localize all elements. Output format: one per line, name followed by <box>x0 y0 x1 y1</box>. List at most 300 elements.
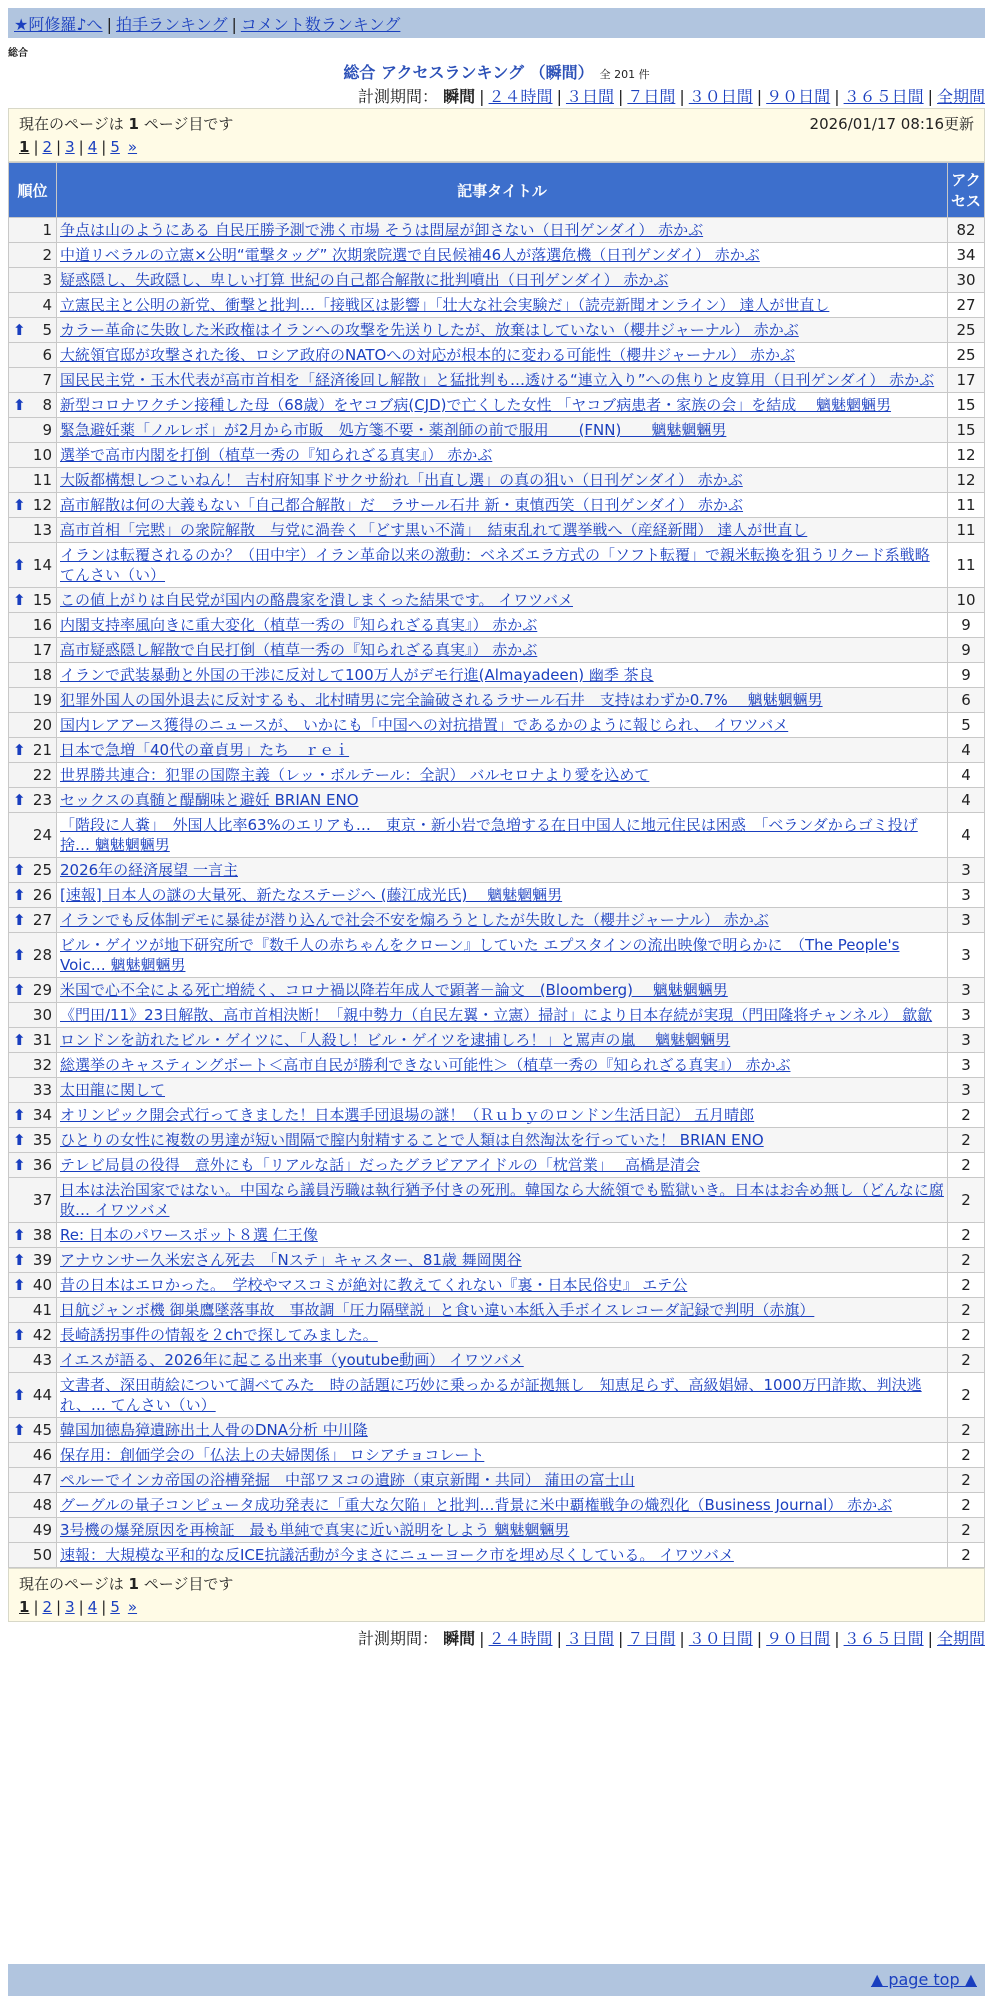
header-title: 記事タイトル <box>57 163 948 218</box>
access-count: 12 <box>948 443 985 468</box>
period-365d[interactable]: ３６５日間 <box>843 87 924 106</box>
rank-number: 4 <box>42 296 52 314</box>
rank-number: 9 <box>42 421 52 439</box>
page-next[interactable]: » <box>127 1598 138 1616</box>
title-cell <box>57 788 948 813</box>
rank-number: 35 <box>32 1131 52 1149</box>
article-link[interactable]: 立憲民主と公明の新党、衝撃と批判…「接戦区は影響」「壮大な社会実験だ」（読売新聞オンライン） 達人が世直し <box>60 296 830 314</box>
rank-number: 22 <box>32 766 52 784</box>
article-link[interactable]: 選挙で高市内閣を打倒（植草一秀の『知られざる真実』） 赤かぶ <box>60 446 493 464</box>
rank-number: 43 <box>32 1351 52 1369</box>
article-link[interactable]: Re: 日本のパワースポット８選 仁王像 <box>60 1226 318 1244</box>
article-link[interactable]: ひとりの女性に複数の男達が短い間隔で膣内射精することで人類は自然淘汰を行っていた！ BRIAN ENO <box>60 1131 764 1149</box>
article-link[interactable]: ビル・ゲイツが地下研究所で『数千人の赤ちゃんをクローン』していた エプスタインの流出映像で明らかに （The People's Voic… 魑魅魍魎男 <box>60 936 900 974</box>
article-link[interactable]: 昔の日本はエロかった。 学校やマスコミが絶対に教えてくれない『裏・日本民俗史』 エテ公 <box>60 1276 688 1294</box>
period-label: 計測期間： <box>358 87 439 106</box>
page-link-2[interactable]: 2 <box>42 1598 53 1616</box>
article-link[interactable]: 疑惑隠し、失政隠し、卑しい打算 世紀の自己都合解散に批判噴出（日刊ゲンダイ） 赤かぶ <box>60 271 669 289</box>
rank-cell <box>9 1298 57 1323</box>
table-row <box>9 1418 985 1443</box>
article-link[interactable]: 高市首相「完黙」の衆院解散 与党に渦巻く「どす黒い不満」 結束乱れて選挙戦へ（産経新聞） 達人が世直し <box>60 521 808 539</box>
title-cell <box>57 763 948 788</box>
article-link[interactable]: 太田龍に関して <box>60 1081 166 1099</box>
rank-up-icon: ⬆ <box>13 496 26 514</box>
table-row <box>9 1298 985 1323</box>
access-count: 34 <box>948 243 985 268</box>
title-cell <box>57 1178 948 1223</box>
period-3d[interactable]: ３日間 <box>565 87 614 106</box>
period-90d[interactable]: ９０日間 <box>766 87 831 106</box>
article-link[interactable]: イエスが語る、2026年に起こる出来事（youtube動画） イワツバメ <box>60 1351 524 1369</box>
article-link[interactable]: 中道リベラルの立憲×公明“電撃タッグ” 次期衆院選で自民候補46人が落選危機（日刊ゲンダイ） 赤かぶ <box>60 246 760 264</box>
article-link[interactable]: 緊急避妊薬「ノルレボ」が2月から市販 処方箋不要・薬剤師の前で服用 (FNN) 魑魅魍魎男 <box>60 421 727 439</box>
access-count: 12 <box>948 468 985 493</box>
article-link[interactable]: 新型コロナワクチン接種した母（68歳）をヤコブ病(CJD)で亡くした女性 「ヤコブ病患者・家族の会」を結成 魑魅魍魎男 <box>60 396 892 414</box>
article-link[interactable]: 保存用：創価学会の「仏法上の夫婦関係」 ロシアチョコレート <box>60 1446 485 1464</box>
rank-number: 3 <box>42 271 52 289</box>
access-count: 4 <box>948 738 985 763</box>
title-cell <box>57 218 948 243</box>
title-cell <box>57 688 948 713</box>
article-link[interactable]: 国民民主党・玉木代表が高市首相を「経済後回し解散」と猛批判も…透ける“連立入り”への焦りと皮算用（日刊ゲンダイ） 赤かぶ <box>60 371 935 389</box>
comment-ranking-link[interactable]: コメント数ランキング <box>240 15 401 34</box>
rank-number: 15 <box>32 591 52 609</box>
title-cell <box>57 1418 948 1443</box>
article-link[interactable]: この値上がりは自民党が国内の酪農家を潰しまくった結果です。 イワツバメ <box>60 591 573 609</box>
article-link[interactable]: ロンドンを訪れたビル・ゲイツに、「人殺し！ビル・ゲイツを逮捕しろ！」と罵声の嵐 魑魅魍魎男 <box>60 1031 731 1049</box>
period-30d[interactable]: ３０日間 <box>688 87 753 106</box>
access-count: 2 <box>948 1323 985 1348</box>
rank-cell <box>9 1028 57 1053</box>
article-link[interactable]: 《門田/11》23日解散、高市首相決断！「親中勢力（自民左翼・立憲）掃討」により日本存続が実現（門田隆将チャンネル） 歙歙 <box>60 1006 933 1024</box>
rank-up-icon: ⬆ <box>13 1421 26 1439</box>
title-cell <box>57 1493 948 1518</box>
rank-number: 19 <box>32 691 52 709</box>
title-cell <box>57 268 948 293</box>
page-top-link[interactable]: ▲ page top ▲ <box>870 1970 977 1989</box>
article-link[interactable]: テレビ局員の役得 意外にも「リアルな話」だったグラビアアイドルの「枕営業」 高橋是清会 <box>60 1156 701 1174</box>
article-link[interactable]: 3号機の爆発原因を再検証 最も単純で真実に近い説明をしよう 魑魅魍魎男 <box>60 1521 570 1539</box>
title-cell <box>57 713 948 738</box>
article-link[interactable]: 国内レアアース獲得のニュースが、 いかにも「中国への対抗措置」であるかのように報じられ、 イワツバメ <box>60 716 789 734</box>
rank-number: 20 <box>32 716 52 734</box>
rank-up-icon: ⬆ <box>13 741 26 759</box>
rank-cell <box>9 1348 57 1373</box>
rank-cell <box>9 588 57 613</box>
rank-cell <box>9 1223 57 1248</box>
pagination: 1 | 2 | 3 | 4 | 5 » <box>19 138 138 156</box>
rank-cell <box>9 1248 57 1273</box>
period-90d[interactable]: ９０日間 <box>766 1629 831 1648</box>
rank-cell <box>9 738 57 763</box>
page-link-5[interactable]: 5 <box>110 1598 120 1616</box>
access-count: 3 <box>948 883 985 908</box>
article-link[interactable]: 総選挙のキャスティングボート＜高市自民が勝利できない可能性＞（植草一秀の『知られざる真実』） 赤かぶ <box>60 1056 791 1074</box>
table-row <box>9 1153 985 1178</box>
article-link[interactable]: アナウンサー久米宏さん死去 「Nステ」キャスター、81歳 舞岡関谷 <box>60 1251 522 1269</box>
access-count: 2 <box>948 1418 985 1443</box>
table-row <box>9 1493 985 1518</box>
access-count: 9 <box>948 613 985 638</box>
rank-up-icon: ⬆ <box>13 981 26 999</box>
access-count: 2 <box>948 1178 985 1223</box>
title-cell <box>57 1053 948 1078</box>
article-link[interactable]: 韓国加徳島獐遺跡出土人骨のDNA分析 中川隆 <box>60 1421 368 1439</box>
table-row <box>9 518 985 543</box>
rank-number: 49 <box>32 1521 52 1539</box>
table-row <box>9 1273 985 1298</box>
page-title <box>0 60 993 83</box>
rank-number: 30 <box>32 1006 52 1024</box>
header-rank: 順位 <box>9 163 57 218</box>
rank-cell <box>9 493 57 518</box>
table-row <box>9 243 985 268</box>
rank-cell <box>9 1543 57 1568</box>
table-row <box>9 883 985 908</box>
article-link[interactable]: [速報] 日本人の謎の大量死、新たなステージへ (藤江成光氏) 魑魅魍魎男 <box>60 886 563 904</box>
title-cell <box>57 1298 948 1323</box>
page-link-2[interactable]: 2 <box>42 138 53 156</box>
table-row <box>9 613 985 638</box>
rank-up-icon: ⬆ <box>13 1251 26 1269</box>
article-link[interactable]: セックスの真髄と醍醐味と避妊 BRIAN ENO <box>60 791 359 809</box>
access-count: 30 <box>948 268 985 293</box>
period-365d[interactable]: ３６５日間 <box>843 1629 924 1648</box>
rank-cell <box>9 713 57 738</box>
updated-timestamp: 2026/01/17 08:16更新 <box>809 115 974 133</box>
article-link[interactable]: 高市解散は何の大義もない「自己都合解散」だ ラサール石井 新・東慎西笑（日刊ゲンダイ） 赤かぶ <box>60 496 744 514</box>
rank-cell <box>9 218 57 243</box>
rank-number: 25 <box>32 861 52 879</box>
title-cell <box>57 1518 948 1543</box>
rank-number: 6 <box>42 346 52 364</box>
access-count: 3 <box>948 1078 985 1103</box>
title-cell <box>57 613 948 638</box>
period-all[interactable]: 全期間 <box>936 87 985 106</box>
rank-cell <box>9 1273 57 1298</box>
title-cell <box>57 1003 948 1028</box>
article-link[interactable]: 日本で急増「40代の童貞男」たち ｒｅｉ <box>60 741 350 759</box>
article-link[interactable]: 日本は法治国家ではない。中国なら議員汚職は執行猶予付きの死刑。韓国なら大統領でも監獄いき。日本はお솜め無し（どんなに腐敗… イワツバメ <box>60 1181 944 1219</box>
rank-up-icon: ⬆ <box>13 591 26 609</box>
rank-cell <box>9 1153 57 1178</box>
rank-up-icon: ⬆ <box>13 911 26 929</box>
rank-cell <box>9 638 57 663</box>
page-link-4[interactable]: 4 <box>87 1598 98 1616</box>
rank-cell <box>9 518 57 543</box>
access-count: 25 <box>948 318 985 343</box>
rank-cell <box>9 368 57 393</box>
access-count: 4 <box>948 763 985 788</box>
table-row <box>9 713 985 738</box>
rank-up-icon: ⬆ <box>13 1106 26 1124</box>
period-current: 瞬間 <box>443 87 476 106</box>
article-link[interactable]: グーグルの量子コンピュータ成功発表に「重大な欠陥」と批判…背景に米中覇権戦争の熾烈化（Business Journal） 赤かぶ <box>60 1496 893 1514</box>
rank-number: 16 <box>32 616 52 634</box>
page-link-5[interactable]: 5 <box>110 138 120 156</box>
access-count: 3 <box>948 1053 985 1078</box>
title-cell <box>57 243 948 268</box>
rank-number: 36 <box>32 1156 52 1174</box>
article-link[interactable]: 速報：大規模な平和的な反ICE抗議活動が今まさにニューヨーク市を埋め尽くしている。 イワツバメ <box>60 1546 734 1564</box>
rank-cell <box>9 543 57 588</box>
title-cell <box>57 588 948 613</box>
table-row <box>9 933 985 978</box>
home-link[interactable]: ★阿修羅♪へ <box>14 15 103 34</box>
title-cell <box>57 813 948 858</box>
article-link[interactable]: 大阪都構想しつこいねん！ 吉村府知事ドサクサ紛れ「出直し選」の真の狙い（日刊ゲンダイ） 赤かぶ <box>60 471 743 489</box>
period-30d[interactable]: ３０日間 <box>688 1629 753 1648</box>
rank-number: 13 <box>32 521 52 539</box>
title-cell <box>57 518 948 543</box>
rank-up-icon: ⬆ <box>13 556 26 574</box>
title-cell <box>57 1348 948 1373</box>
period-label: 計測期間： <box>358 1629 439 1648</box>
table-row <box>9 418 985 443</box>
rank-number: 48 <box>32 1496 52 1514</box>
access-count: 11 <box>948 518 985 543</box>
rank-up-icon: ⬆ <box>13 1276 26 1294</box>
access-count: 4 <box>948 813 985 858</box>
rank-number: 42 <box>32 1326 52 1344</box>
access-count: 2 <box>948 1443 985 1468</box>
access-count: 2 <box>948 1153 985 1178</box>
period-current: 瞬間 <box>443 1629 476 1648</box>
table-row <box>9 318 985 343</box>
rank-cell <box>9 1418 57 1443</box>
rank-up-icon: ⬆ <box>13 1326 26 1344</box>
article-link[interactable]: 2026年の経済展望 一言主 <box>60 861 238 879</box>
article-link[interactable]: 争点は山のようにある 自民圧勝予測で沸く市場 そうは問屋が卸さない（日刊ゲンダイ） 赤かぶ <box>60 221 704 239</box>
rank-number: 27 <box>32 911 52 929</box>
period-all[interactable]: 全期間 <box>936 1629 985 1648</box>
table-row <box>9 1323 985 1348</box>
article-link[interactable]: イランで武装暴動と外国の干渉に反対して100万人がデモ行進(Almayadeen) 幽季 茶良 <box>60 666 654 684</box>
rank-cell <box>9 468 57 493</box>
table-row <box>9 393 985 418</box>
access-count: 25 <box>948 343 985 368</box>
rank-cell <box>9 663 57 688</box>
page-link-3[interactable]: 3 <box>65 138 75 156</box>
title-cell <box>57 443 948 468</box>
article-link[interactable]: 長崎誘拐事件の情報を２chで探してみました。 <box>60 1326 378 1344</box>
title-cell <box>57 933 948 978</box>
title-cell <box>57 318 948 343</box>
article-link[interactable]: 文書者、深田萌絵について調べてみた 時の話題に巧妙に乗っかるが証拠無し 知恵足らず、高級娼婦、1000万円詐欺、判決逃れ、… てんさい（い） <box>60 1376 922 1414</box>
rank-number: 39 <box>32 1251 52 1269</box>
access-count: 2 <box>948 1348 985 1373</box>
page-current: 1 <box>19 1598 30 1616</box>
rank-number: 7 <box>42 371 52 389</box>
access-count: 2 <box>948 1103 985 1128</box>
table-row <box>9 1128 985 1153</box>
rank-number: 23 <box>32 791 52 809</box>
access-count: 3 <box>948 933 985 978</box>
article-link[interactable]: 大統領官邸が攻撃された後、ロシア政府のNATOへの対応が根本的に変わる可能性（櫻井ジャーナル） 赤かぶ <box>60 346 796 364</box>
rank-number: 41 <box>32 1301 52 1319</box>
title-cell <box>57 638 948 663</box>
title-cell <box>57 343 948 368</box>
page-link-4[interactable]: 4 <box>87 138 98 156</box>
rank-number: 14 <box>32 556 52 574</box>
page-next[interactable]: » <box>127 138 138 156</box>
period-selector-bottom: 計測期間： 瞬間 | ２４時間 | ３日間 | ７日間 | ３０日間 | ９０日間 | ３６５日間 | 全期間 <box>358 1629 985 1648</box>
access-count: 3 <box>948 1003 985 1028</box>
title-cell <box>57 1128 948 1153</box>
title-cell <box>57 1543 948 1568</box>
table-row <box>9 1028 985 1053</box>
article-link[interactable]: カラー革命に失敗した米政権はイランへの攻撃を先送りしたが、放棄はしていない（櫻井ジャーナル） 赤かぶ <box>60 321 799 339</box>
article-link[interactable]: 「階段に人糞」 外国人比率63%のエリアも… 東京・新小岩で急増する在日中国人に地元住民は困惑 「ベランダからゴミ投げ捨… 魑魅魍魎男 <box>60 816 918 854</box>
title-cell <box>57 738 948 763</box>
access-count: 11 <box>948 493 985 518</box>
table-row <box>9 1468 985 1493</box>
article-link[interactable]: 犯罪外国人の国外退去に反対するも、北村晴男に完全論破されるラサール石井 支持はわずか0.7% 魑魅魍魎男 <box>60 691 823 709</box>
article-link[interactable]: 日航ジャンボ機 御巣鷹墜落事故 事故調「圧力隔壁説」と食い違い本紙入手ボイスレコーダ記録で判明（赤旗） <box>60 1301 815 1319</box>
table-row <box>9 368 985 393</box>
header-access: アクセス <box>948 163 985 218</box>
rank-cell <box>9 318 57 343</box>
rank-number: 46 <box>32 1446 52 1464</box>
period-24h[interactable]: ２４時間 <box>488 1629 553 1648</box>
rank-number: 11 <box>32 471 52 489</box>
rank-cell <box>9 933 57 978</box>
title-cell <box>57 468 948 493</box>
rank-number: 5 <box>42 321 52 339</box>
rank-up-icon: ⬆ <box>13 1031 26 1049</box>
table-row <box>9 1248 985 1273</box>
title-cell <box>57 543 948 588</box>
article-link[interactable]: オリンピック開会式行ってきました！日本選手団退場の謎！（Ｒｕｂｙのロンドン生活日記） 五月晴郎 <box>60 1106 755 1124</box>
rank-number: 2 <box>42 246 52 264</box>
rank-number: 21 <box>32 741 52 759</box>
access-count: 3 <box>948 978 985 1003</box>
rank-number: 47 <box>32 1471 52 1489</box>
title-cell <box>57 1078 948 1103</box>
period-24h[interactable]: ２４時間 <box>488 87 553 106</box>
rank-number: 28 <box>32 946 52 964</box>
rank-cell <box>9 268 57 293</box>
table-row <box>9 218 985 243</box>
access-count: 9 <box>948 638 985 663</box>
access-count: 3 <box>948 1028 985 1053</box>
access-count: 9 <box>948 663 985 688</box>
article-link[interactable]: イランは転覆されるのか？（田中宇）イラン革命以来の激動：ベネズエラ方式の「ソフト転覆」で親米転換を狙うリクード系戦略 てんさい（い） <box>60 546 930 584</box>
period-selector-top: 計測期間： 瞬間 | ２４時間 | ３日間 | ７日間 | ３０日間 | ９０日間 | ３６５日間 | 全期間 <box>358 87 985 106</box>
pager-top <box>8 108 985 162</box>
access-count: 27 <box>948 293 985 318</box>
rank-cell <box>9 688 57 713</box>
clap-ranking-link[interactable]: 拍手ランキング <box>115 15 228 34</box>
article-link[interactable]: ペルーでインカ帝国の浴槽発掘 中部ワヌコの遺跡（東京新聞・共同） 蒲田の富士山 <box>60 1471 635 1489</box>
table-row <box>9 293 985 318</box>
table-row <box>9 1373 985 1418</box>
period-7d[interactable]: ７日間 <box>627 87 676 106</box>
table-row <box>9 1443 985 1468</box>
period-3d[interactable]: ３日間 <box>565 1629 614 1648</box>
rank-number: 12 <box>32 496 52 514</box>
table-row <box>9 688 985 713</box>
table-row <box>9 908 985 933</box>
table-row <box>9 663 985 688</box>
title-cell <box>57 1103 948 1128</box>
rank-number: 38 <box>32 1226 52 1244</box>
access-count: 15 <box>948 393 985 418</box>
rank-up-icon: ⬆ <box>13 321 26 339</box>
rank-cell <box>9 908 57 933</box>
ranking-body <box>9 218 985 1568</box>
access-count: 4 <box>948 788 985 813</box>
rank-up-icon: ⬆ <box>13 1226 26 1244</box>
rank-number: 26 <box>32 886 52 904</box>
rank-number: 17 <box>32 641 52 659</box>
rank-number: 32 <box>32 1056 52 1074</box>
table-row <box>9 1518 985 1543</box>
pager-bottom <box>8 1568 985 1622</box>
rank-cell <box>9 883 57 908</box>
access-count: 2 <box>948 1468 985 1493</box>
table-row <box>9 268 985 293</box>
rank-number: 34 <box>32 1106 52 1124</box>
rank-cell <box>9 1468 57 1493</box>
rank-number: 1 <box>42 221 52 239</box>
access-count: 2 <box>948 1518 985 1543</box>
article-link[interactable]: イランでも反体制デモに暴徒が潜り込んで社会不安を煽ろうとしたが失敗した（櫻井ジャーナル） 赤かぶ <box>60 911 769 929</box>
article-link[interactable]: 世界勝共連合：犯罪の国際主義（レッ・ボルテール：全訳） バルセロナより愛を込めて <box>60 766 650 784</box>
article-link[interactable]: 米国で心不全による死亡増続く、コロナ禍以降若年成人で顕著－論文 (Bloomberg) 魑魅魍魎男 <box>60 981 728 999</box>
table-row <box>9 468 985 493</box>
rank-up-icon: ⬆ <box>13 791 26 809</box>
article-link[interactable]: 内閣支持率風向きに重大変化（植草一秀の『知られざる真実』） 赤かぶ <box>60 616 538 634</box>
table-row <box>9 1348 985 1373</box>
table-row <box>9 543 985 588</box>
rank-cell <box>9 293 57 318</box>
table-row <box>9 1053 985 1078</box>
access-count: 2 <box>948 1223 985 1248</box>
access-count: 3 <box>948 908 985 933</box>
top-nav-bar <box>8 8 985 38</box>
title-cell <box>57 663 948 688</box>
period-7d[interactable]: ７日間 <box>627 1629 676 1648</box>
rank-number: 33 <box>32 1081 52 1099</box>
access-count: 2 <box>948 1373 985 1418</box>
table-row <box>9 738 985 763</box>
nav-separator: | <box>106 15 112 34</box>
table-header <box>9 163 985 218</box>
rank-cell <box>9 1128 57 1153</box>
title-cell <box>57 418 948 443</box>
page-link-3[interactable]: 3 <box>65 1598 75 1616</box>
access-count: 2 <box>948 1248 985 1273</box>
table-row <box>9 638 985 663</box>
access-count: 2 <box>948 1493 985 1518</box>
access-count: 3 <box>948 858 985 883</box>
table-row <box>9 1003 985 1028</box>
access-count: 11 <box>948 543 985 588</box>
rank-cell <box>9 763 57 788</box>
access-count: 15 <box>948 418 985 443</box>
current-page-text: 現在のページは 1 ページ目です <box>19 1575 234 1593</box>
rank-up-icon: ⬆ <box>13 886 26 904</box>
title-cell <box>57 1223 948 1248</box>
rank-cell <box>9 858 57 883</box>
title-cell <box>57 858 948 883</box>
table-row <box>9 1543 985 1568</box>
ranking-title: 総合 アクセスランキング （瞬間） <box>343 63 594 82</box>
title-cell <box>57 393 948 418</box>
article-link[interactable]: 高市疑惑隠し解散で自民打倒（植草一秀の『知られざる真実』） 赤かぶ <box>60 641 538 659</box>
title-cell <box>57 883 948 908</box>
